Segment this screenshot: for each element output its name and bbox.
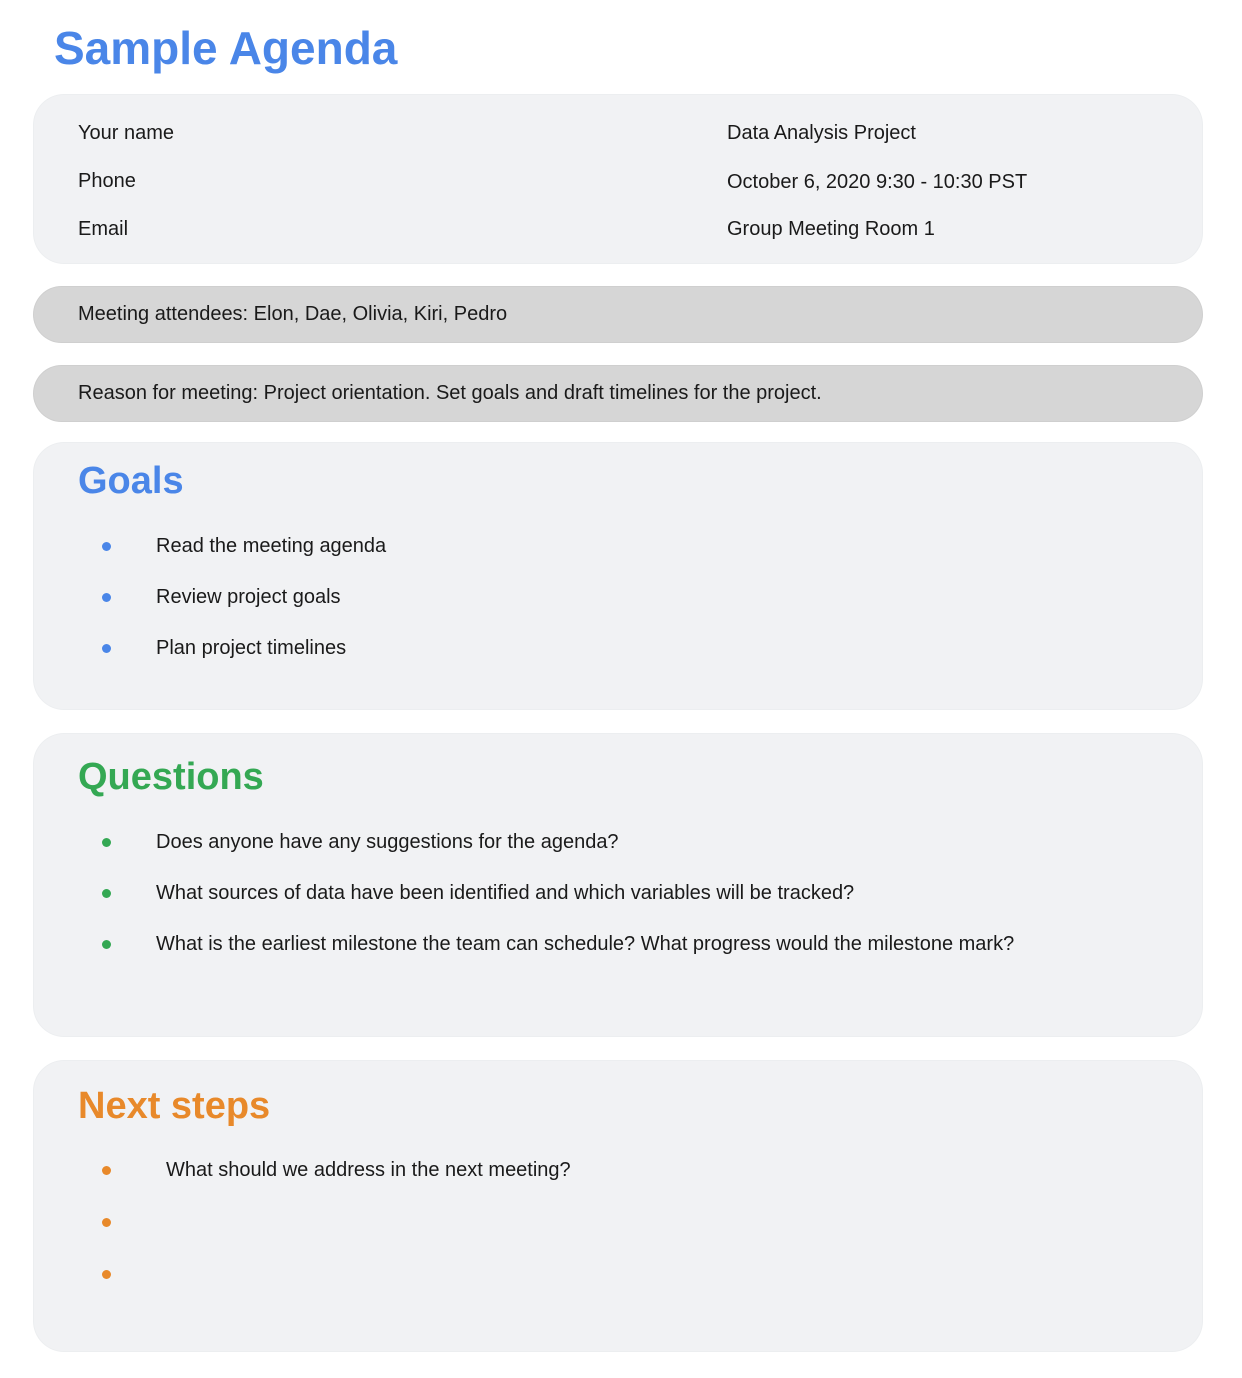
bullet-icon bbox=[102, 1270, 111, 1279]
meeting-datetime[interactable]: October 6, 2020 9:30 - 10:30 PST bbox=[727, 171, 1028, 193]
goal-text: Review project goals bbox=[156, 586, 341, 608]
your-name-field[interactable]: Your name bbox=[78, 122, 174, 144]
meeting-location[interactable]: Group Meeting Room 1 bbox=[727, 218, 935, 240]
question-text: Does anyone have any suggestions for the agenda? bbox=[156, 831, 619, 853]
questions-card bbox=[34, 734, 1202, 1036]
next-step-item[interactable] bbox=[34, 1259, 1202, 1289]
next-steps-card bbox=[34, 1061, 1202, 1351]
questions-heading: Questions bbox=[78, 756, 264, 798]
question-item[interactable] bbox=[34, 827, 1202, 857]
bullet-icon bbox=[102, 889, 111, 898]
question-text: What sources of data have been identified and which variables will be tracked? bbox=[156, 882, 855, 904]
bullet-icon bbox=[102, 1218, 111, 1227]
next-step-item[interactable] bbox=[34, 1207, 1202, 1237]
next-step-item[interactable] bbox=[34, 1155, 1202, 1185]
bullet-icon bbox=[102, 940, 111, 949]
goal-text: Plan project timelines bbox=[156, 637, 347, 659]
bullet-icon bbox=[102, 542, 111, 551]
bullet-icon bbox=[102, 1166, 111, 1175]
phone-field[interactable]: Phone bbox=[78, 170, 136, 192]
question-item[interactable] bbox=[34, 929, 1202, 959]
goals-heading: Goals bbox=[78, 460, 184, 502]
email-field[interactable]: Email bbox=[78, 218, 129, 240]
question-text: What is the earliest milestone the team can schedule? What progress would the milestone mark? bbox=[156, 933, 1015, 955]
goal-item[interactable] bbox=[34, 633, 1202, 663]
goal-item[interactable] bbox=[34, 531, 1202, 561]
bullet-icon bbox=[102, 593, 111, 602]
contact-info-card bbox=[34, 95, 1202, 263]
goal-item[interactable] bbox=[34, 582, 1202, 612]
bullet-icon bbox=[102, 644, 111, 653]
meeting-attendees[interactable]: Meeting attendees: Elon, Dae, Olivia, Kiri, Pedro bbox=[34, 287, 1202, 342]
next-steps-heading: Next steps bbox=[78, 1085, 271, 1127]
meeting-reason[interactable]: Reason for meeting: Project orientation. Set goals and draft timelines for the project. bbox=[34, 366, 1202, 421]
goals-card bbox=[34, 443, 1202, 709]
project-name[interactable]: Data Analysis Project bbox=[727, 122, 916, 144]
goal-text: Read the meeting agenda bbox=[156, 535, 387, 557]
question-item[interactable] bbox=[34, 878, 1202, 908]
next-step-text: What should we address in the next meeting? bbox=[166, 1159, 571, 1181]
bullet-icon bbox=[102, 838, 111, 847]
page-title: Sample Agenda bbox=[54, 22, 398, 74]
